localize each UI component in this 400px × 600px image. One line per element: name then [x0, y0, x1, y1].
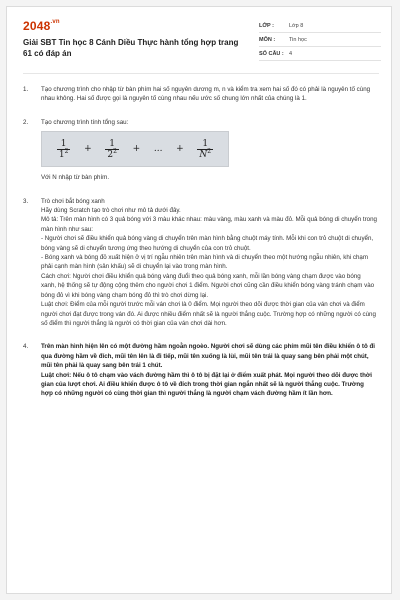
denominator-base: 1: [58, 149, 65, 160]
plus-sign: +: [84, 143, 92, 154]
document-header: [7, 7, 391, 73]
denominator-base: N: [199, 149, 208, 160]
meta-row-class: [259, 19, 381, 33]
question-line: Hãy dùng Scratch tạo trò chơi như mô tả dưới đây.: [41, 207, 181, 215]
meta-key: LỚP :: [259, 22, 274, 29]
question-body: [41, 342, 377, 398]
ellipsis: ...: [153, 143, 163, 154]
fraction-denominator: [197, 149, 213, 160]
fraction-numerator: 1: [60, 138, 67, 149]
document-page: [6, 6, 392, 594]
question-4: [23, 342, 377, 398]
fraction-term-2: [105, 139, 119, 160]
question-3: [23, 197, 377, 329]
question-line: Trò chơi bắt bóng xanh: [41, 197, 105, 205]
question-line: Luật chơi: Điểm của mỗi người trước mỗi ván chơi là 0 điểm. Mọi người theo dõi được thời gian của ván chơi và điểm người chơi đạt được trong ván đó. Ai được nhiều điểm nhất sẽ là người thắng cuộc. Trường hợp có những người có cùng số điểm thì người thắng là người có thời gian của ván chơi dài hơn.: [41, 301, 376, 327]
logo-tld: .vn: [50, 19, 60, 25]
meta-row-subject: [259, 33, 381, 47]
denominator-base: 2: [107, 149, 114, 160]
question-note: Với N nhập từ bàn phím.: [41, 174, 110, 182]
logo-number: 2048: [23, 19, 51, 33]
questions-list: [23, 85, 377, 413]
meta-row-count: [259, 47, 381, 61]
question-line: - Người chơi sẽ điều khiển quả bóng vàng di chuyển trên màn hình bằng chuột máy tính. Mỗi khi con trỏ chuột di chuyển, bóng vàng sẽ di chuyển tương ứng theo hướng di chuyển của con trỏ chuột.: [41, 235, 374, 252]
question-line: Luật chơi: Nếu ô tô chạm vào vách đường hầm thì ô tô bị đặt lại ở điểm xuất phát. Mọi người theo dõi được thời gian của lượt chơi. Ai điều khiển được ô tô về đích trong thời gian ngắn nhất sẽ là người thắng cuộc. Trường hợp có những người có cùng thời gian thì người thắng là người chạm vách đường hầm ít lần hơn.: [41, 371, 373, 398]
question-text: Tạo chương trình tính tổng sau:: [41, 118, 129, 126]
question-body: [41, 85, 377, 104]
question-body: [41, 197, 377, 329]
question-number: 2.: [23, 118, 29, 126]
fraction-term-1: [57, 139, 71, 160]
denominator-exponent: 2: [64, 147, 69, 155]
meta-table: [259, 19, 381, 61]
question-1: [23, 85, 377, 104]
plus-sign: +: [176, 143, 184, 154]
meta-value: Tin học: [289, 36, 307, 43]
document-title: Giải SBT Tin học 8 Cánh Diều Thực hành tổng hợp trang 61 có đáp án: [23, 38, 239, 58]
sum-formula-image: [41, 131, 229, 167]
question-number: 3.: [23, 197, 29, 205]
meta-value: 4: [289, 50, 293, 57]
meta-key: SỐ CÂU :: [259, 50, 284, 57]
question-text: Tạo chương trình cho nhập từ bàn phím hai số nguyên dương m, n và kiểm tra xem hai số đó có phải là nguyên tố cùng nhau không. Hai số được gọi là nguyên tố cùng nhau nếu ước số chung lớn nhất của chúng là 1.: [41, 86, 371, 103]
question-line: Mô tả: Trên màn hình có 3 quả bóng với 3 màu khác nhau: màu vàng, màu xanh và màu đỏ. Mỗi quả bóng di chuyển trong màn hình như sau:: [41, 216, 377, 233]
fraction-denominator: [105, 149, 119, 160]
question-number: 4.: [23, 343, 29, 351]
question-line: Cách chơi: Người chơi điều khiển quả bóng vàng đuổi theo quả bóng xanh, mỗi lần bóng vàng chạm được vào bóng xanh, hệ thống sẽ tự động cộng thêm cho người chơi 1 điểm. Người chơi cũng cần điều khiển bóng vàng tránh chạm vào bóng đỏ vì khi bóng vàng chạm bóng đỏ thì trò chơi dừng lại.: [41, 272, 375, 299]
question-line: - Bóng xanh và bóng đỏ xuất hiện ở vị trí ngẫu nhiên trên màn hình và di chuyển theo một hướng ngẫu nhiên, khi chạm phải cạnh màn hình (sân khấu) sẽ di chuyển lại vào trong màn hình.: [41, 254, 368, 271]
fraction-numerator: 1: [109, 138, 115, 149]
question-2: [23, 118, 377, 183]
meta-value: Lớp 8: [289, 22, 304, 29]
question-number: 1.: [23, 86, 29, 93]
site-logo[interactable]: [23, 19, 60, 33]
denominator-exponent: 2: [113, 147, 117, 155]
denominator-exponent: 2: [207, 147, 212, 155]
fraction-term-n: [197, 139, 213, 160]
header-divider: [23, 73, 379, 74]
fraction-numerator: 1: [202, 138, 209, 149]
fraction-denominator: [57, 149, 71, 160]
meta-key: MÔN :: [259, 36, 276, 43]
plus-sign: +: [132, 143, 141, 154]
question-line: Trên màn hình hiện lên có một đường hầm ngoằn ngoèo. Người chơi sẽ dùng các phím mũi tên điều khiển ô tô đi qua đường hầm về đích, mũi tên lên là đi tiếp, mũi tên xuống là lùi, mũi tên trái là quay sang bên phải một chút, mũi tên phải là quay sang bên trái 1 chút.: [41, 343, 375, 370]
question-body: [41, 118, 377, 183]
